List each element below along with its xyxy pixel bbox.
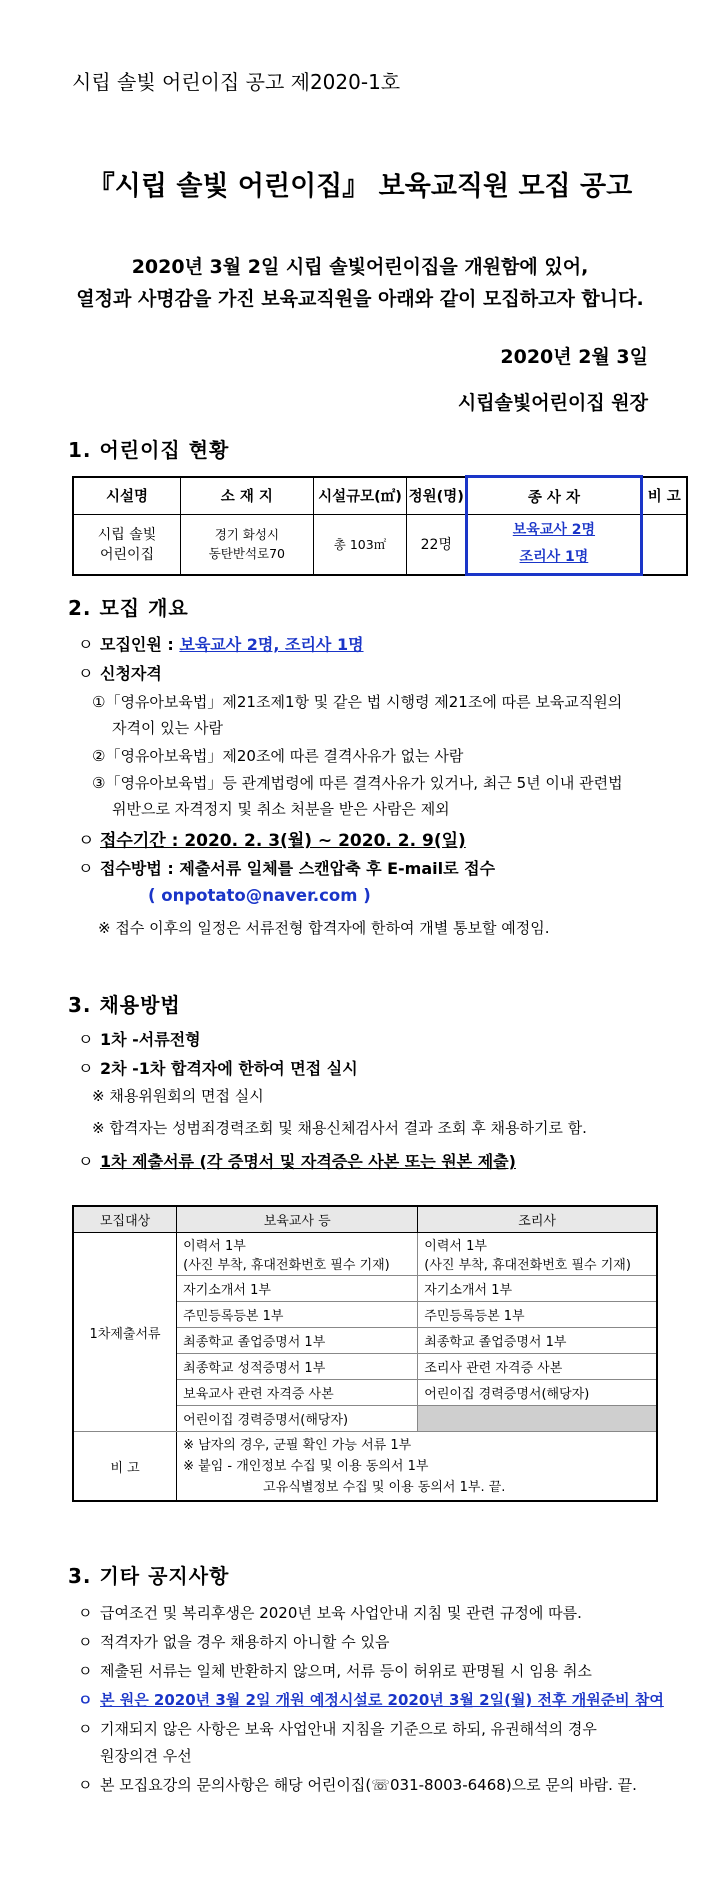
teacher-doc: 어린이집 경력증명서(해당자) <box>177 1406 418 1432</box>
notice-item: ㅇ 제출된 서류는 일체 반환하지 않으며, 서류 등이 허위로 판명될 시 임용 취소 <box>78 1662 592 1680</box>
step-2: ㅇ 2차 -1차 합격자에 한하여 면접 실시 <box>78 1059 358 1078</box>
facility-name: 시립 솔빛 어린이집 <box>73 515 181 575</box>
section-1-heading: 1. 어린이집 현황 <box>68 438 230 462</box>
application-email[interactable]: ( onpotato@naver.com ) <box>148 886 371 905</box>
qualification-3-cont: 위반으로 자격정지 및 취소 처분을 받은 사람은 제외 <box>112 800 450 818</box>
required-documents: ㅇ 1차 제출서류 (각 증명서 및 자격증은 사본 또는 원본 제출) <box>78 1152 516 1171</box>
notice-item-opening: ㅇ 본 원은 2020년 3월 2일 개원 예정시설로 2020년 3월 2일(월) 전후 개원준비 참여 <box>78 1691 664 1709</box>
notice-number: 시립 솔빛 어린이집 공고 제2020-1호 <box>72 70 401 94</box>
facility-address: 경기 화성시 동탄반석로70 <box>181 515 314 575</box>
cook-doc-empty <box>418 1406 657 1432</box>
qualification-2: ②「영유아보육법」제20조에 따른 결격사유가 없는 사람 <box>92 747 464 765</box>
section-2-heading: 2. 모집 개요 <box>68 596 189 620</box>
intro-line-1: 2020년 3월 2일 시립 솔빛어린이집을 개원함에 있어, <box>131 256 589 278</box>
qualification-label: ㅇ 신청자격 <box>78 664 162 683</box>
category-cell: 1차제출서류 <box>73 1233 177 1432</box>
cook-doc: 어린이집 경력증명서(해당자) <box>418 1380 657 1406</box>
facility-staff: 보육교사 2명 조리사 1명 <box>467 515 641 575</box>
documents-table <box>72 1205 658 1502</box>
col-capacity: 정원(명) <box>407 477 467 515</box>
col-location: 소 재 지 <box>181 477 314 515</box>
facility-size: 총 103㎡ <box>313 515 407 575</box>
intro-line-2: 열정과 사명감을 가진 보육교직원을 아래와 같이 모집하고자 합니다. <box>76 288 644 310</box>
notice-item-cont: 원장의견 우선 <box>100 1747 192 1765</box>
qualification-3: ③「영유아보육법」등 관계법령에 따른 결격사유가 있거나, 최근 5년 이내 관련법 <box>92 774 623 792</box>
cook-doc: 이력서 1부 (사진 부착, 휴대전화번호 필수 기재) <box>418 1233 657 1276</box>
col-size: 시설규모(㎡) <box>313 477 407 515</box>
signer: 시립솔빛어린이집 원장 <box>457 392 648 414</box>
teacher-doc: 주민등록등본 1부 <box>177 1302 418 1328</box>
recruit-count: ㅇ 모집인원 : 보육교사 2명, 조리사 1명 <box>78 635 364 654</box>
application-note: ※ 접수 이후의 일정은 서류전형 합격자에 한하여 개별 통보할 예정임. <box>98 919 550 937</box>
col-remark: 비 고 <box>641 477 687 515</box>
teacher-doc: 최종학교 성적증명서 1부 <box>177 1354 418 1380</box>
notice-item: ㅇ 급여조건 및 복리후생은 2020년 보육 사업안내 지침 및 관련 규정에 따름. <box>78 1604 582 1622</box>
application-method: ㅇ 접수방법 : 제출서류 일체를 스캔압축 후 E-mail로 접수 <box>78 859 496 878</box>
cook-doc: 자기소개서 1부 <box>418 1276 657 1302</box>
application-period: ㅇ 접수기간 : 2020. 2. 3(월) ~ 2020. 2. 9(일) <box>78 831 466 851</box>
qualification-1: ①「영유아보육법」제21조제1항 및 같은 법 시행령 제21조에 따른 보육교직원의 <box>92 693 623 711</box>
cook-doc: 최종학교 졸업증명서 1부 <box>418 1328 657 1354</box>
teacher-doc: 자기소개서 1부 <box>177 1276 418 1302</box>
facility-remark <box>641 515 687 575</box>
facility-table <box>72 475 688 576</box>
notice-item: ㅇ 적격자가 없을 경우 채용하지 아니할 수 있음 <box>78 1633 390 1651</box>
teacher-doc: 보육교사 관련 자격증 사본 <box>177 1380 418 1406</box>
notice-item: ㅇ 기재되지 않은 사항은 보육 사업안내 지침을 기준으로 하되, 유권해석의 경우 <box>78 1720 597 1738</box>
hiring-note-2: ※ 합격자는 성범죄경력조회 및 채용신체검사서 결과 조회 후 채용하기로 함. <box>92 1119 587 1137</box>
col-cook: 조리사 <box>418 1206 657 1233</box>
notice-date: 2020년 2월 3일 <box>500 346 648 368</box>
qualification-1-cont: 자격이 있는 사람 <box>112 719 223 737</box>
section-4-heading: 3. 기타 공지사항 <box>68 1564 230 1588</box>
teacher-doc: 최종학교 졸업증명서 1부 <box>177 1328 418 1354</box>
step-1: ㅇ 1차 -서류전형 <box>78 1030 201 1049</box>
col-staff: 종 사 자 <box>467 477 641 515</box>
col-facility-name: 시설명 <box>73 477 181 515</box>
remark-content: ※ 남자의 경우, 군필 확인 가능 서류 1부 ※ 붙임 - 개인정보 수집 및 이용 동의서 1부 고유식별정보 수집 및 이용 동의서 1부. 끝. <box>177 1432 657 1502</box>
notice-item: ㅇ 본 모집요강의 문의사항은 해당 어린이집(☏031-8003-6468)으로 문의 바람. 끝. <box>78 1776 637 1794</box>
teacher-doc: 이력서 1부 (사진 부착, 휴대전화번호 필수 기재) <box>177 1233 418 1276</box>
remark-label: 비 고 <box>73 1432 177 1502</box>
page-title: 『시립 솔빛 어린이집』 보육교직원 모집 공고 <box>87 171 633 202</box>
section-3-heading: 3. 채용방법 <box>68 993 181 1017</box>
col-target: 모집대상 <box>73 1206 177 1233</box>
cook-doc: 조리사 관련 자격증 사본 <box>418 1354 657 1380</box>
facility-capacity: 22명 <box>407 515 467 575</box>
cook-doc: 주민등록등본 1부 <box>418 1302 657 1328</box>
col-teacher: 보육교사 등 <box>177 1206 418 1233</box>
hiring-note-1: ※ 채용위원회의 면접 실시 <box>92 1087 264 1105</box>
